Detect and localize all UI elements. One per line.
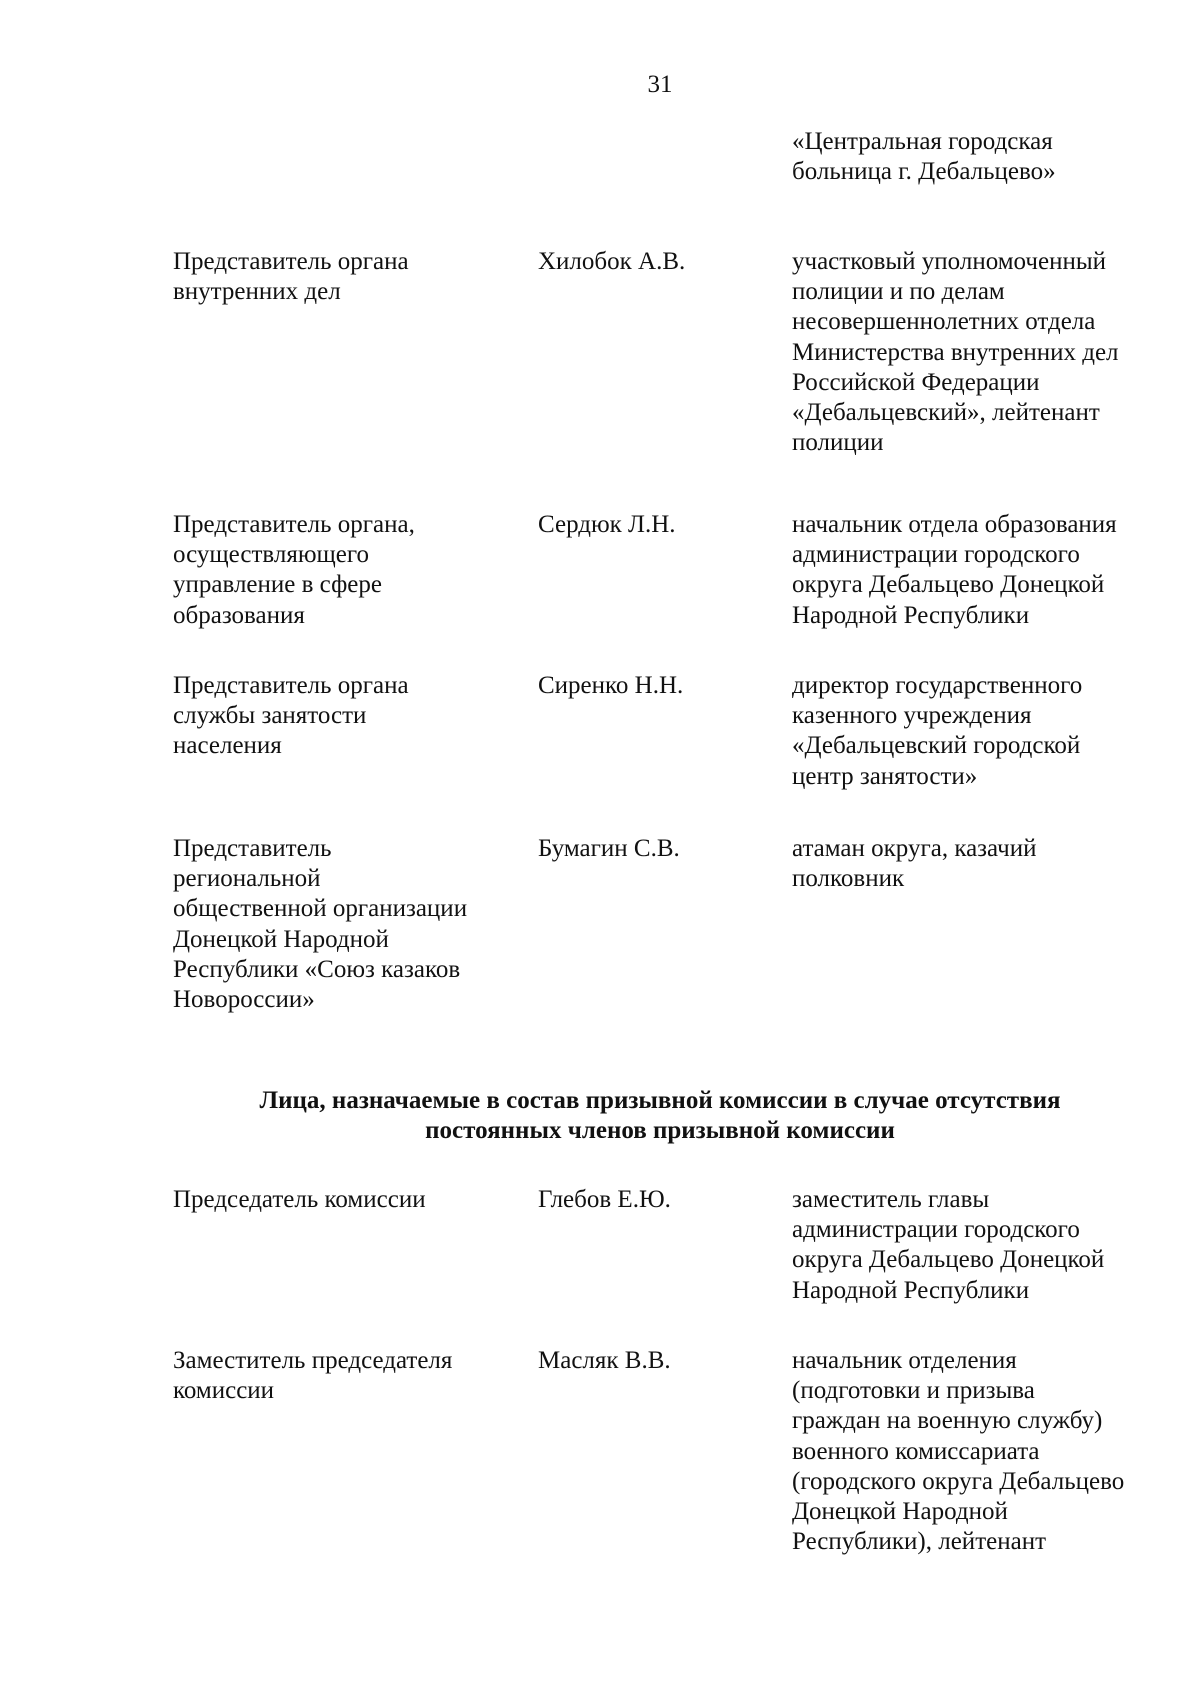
member-role xyxy=(173,247,518,307)
role-line: населения xyxy=(173,732,282,760)
member-role xyxy=(173,1346,518,1406)
member-name: Бумагин С.В. xyxy=(538,835,680,862)
position-description xyxy=(792,127,1192,187)
page-number: 31 xyxy=(647,71,673,98)
description-line: полиции xyxy=(792,429,884,457)
description-line: центр занятости» xyxy=(792,762,978,790)
description-line: «Центральная городская xyxy=(792,128,1053,155)
role-line: Представитель органа xyxy=(173,672,409,699)
role-line: Представитель xyxy=(173,835,332,862)
role-line: комиссии xyxy=(173,1377,275,1405)
description-line: «Дебальцевский», лейтенант xyxy=(792,399,1100,427)
description-line: больница г. Дебальцево» xyxy=(792,158,1056,186)
description-line: (подготовки и призыва xyxy=(792,1377,1035,1405)
description-line: Народной Республики xyxy=(792,1276,1030,1304)
role-line: Представитель органа xyxy=(173,248,409,275)
role-line: Председатель комиссии xyxy=(173,1186,426,1213)
description-line: участковый уполномоченный xyxy=(792,248,1107,275)
description-line: Российской Федерации xyxy=(792,368,1040,396)
role-line: региональной xyxy=(173,865,321,893)
role-line: Республики «Союз казаков xyxy=(173,955,461,983)
description-line: атаман округа, казачий xyxy=(792,835,1037,862)
member-role xyxy=(173,671,518,762)
description-line: казенного учреждения xyxy=(792,702,1032,730)
member-name: Глебов Е.Ю. xyxy=(538,1186,671,1213)
role-line: образования xyxy=(173,601,305,629)
heading-line: постоянных членов призывной комиссии xyxy=(425,1117,895,1145)
member-name: Хилобок А.В. xyxy=(538,248,686,275)
role-line: Новороссии» xyxy=(173,986,315,1014)
description-line: заместитель главы xyxy=(792,1186,990,1213)
role-line: Представитель органа, xyxy=(173,511,415,538)
description-line: округа Дебальцево Донецкой xyxy=(792,1246,1105,1274)
position-description xyxy=(792,671,1192,792)
description-line: полиции и по делам xyxy=(792,278,1005,306)
position-description xyxy=(792,247,1192,458)
role-line: Донецкой Народной xyxy=(173,925,389,953)
description-line: «Дебальцевский городской xyxy=(792,732,1081,760)
description-line: администрации городского xyxy=(792,1216,1080,1244)
heading-line: Лица, назначаемые в состав призывной комиссии в случае отсутствия xyxy=(259,1087,1061,1114)
description-line: администрации городского xyxy=(792,541,1080,569)
description-line: начальник отделения xyxy=(792,1347,1017,1374)
description-line: Республики), лейтенант xyxy=(792,1528,1046,1556)
description-line: несовершеннолетних отдела xyxy=(792,308,1096,336)
member-name: Масляк В.В. xyxy=(538,1347,671,1374)
member-name: Сердюк Л.Н. xyxy=(538,511,676,538)
description-line: Донецкой Народной xyxy=(792,1498,1008,1526)
description-line: округа Дебальцево Донецкой xyxy=(792,571,1105,599)
member-role xyxy=(173,1185,518,1215)
position-description xyxy=(792,834,1192,894)
position-description xyxy=(792,510,1192,631)
role-line: Заместитель председателя xyxy=(173,1347,453,1374)
position-description xyxy=(792,1185,1192,1306)
member-role xyxy=(173,510,518,631)
role-line: внутренних дел xyxy=(173,278,341,306)
description-line: военного комиссариата xyxy=(792,1437,1040,1465)
position-description xyxy=(792,1346,1192,1557)
description-line: полковник xyxy=(792,865,905,893)
member-name: Сиренко Н.Н. xyxy=(538,672,684,699)
role-line: общественной организации xyxy=(173,895,468,923)
description-line: граждан на военную службу) xyxy=(792,1407,1103,1435)
section-heading xyxy=(150,1086,1170,1146)
role-line: службы занятости xyxy=(173,702,367,730)
member-role xyxy=(173,834,518,1015)
role-line: управление в сфере xyxy=(173,571,382,599)
description-line: директор государственного xyxy=(792,672,1083,699)
description-line: начальник отдела образования xyxy=(792,511,1117,538)
description-line: (городского округа Дебальцево xyxy=(792,1467,1125,1495)
role-line: осуществляющего xyxy=(173,541,369,569)
description-line: Министерства внутренних дел xyxy=(792,338,1119,366)
description-line: Народной Республики xyxy=(792,601,1030,629)
